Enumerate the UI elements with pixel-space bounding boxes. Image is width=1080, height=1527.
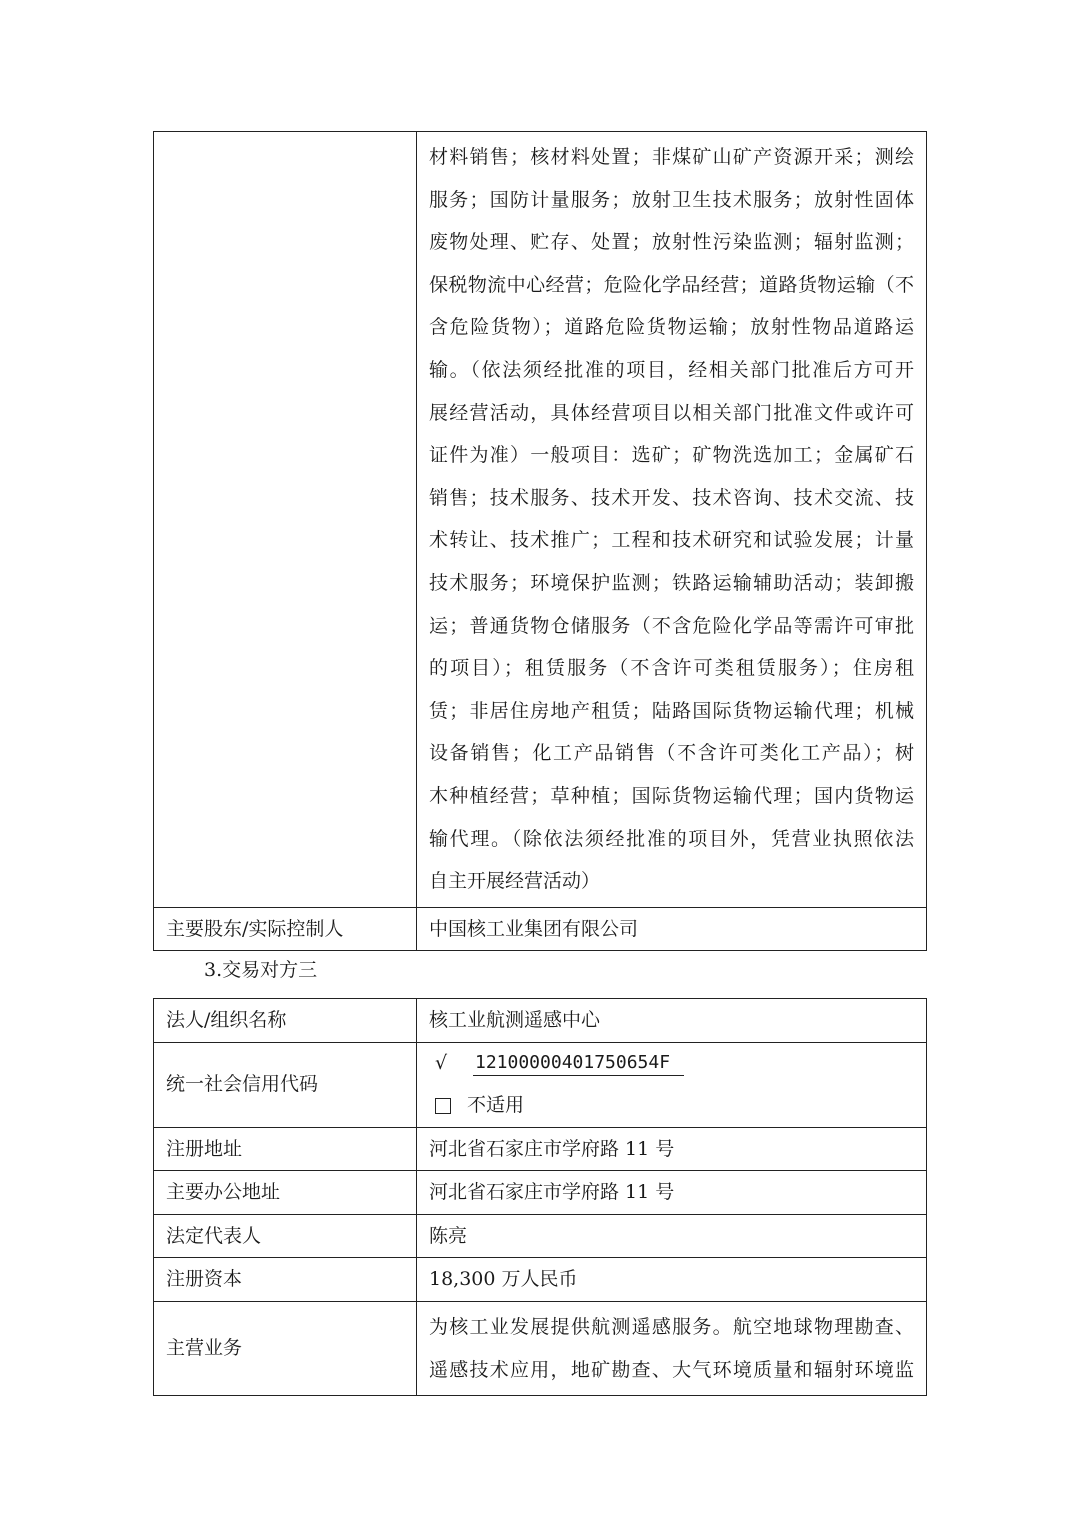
- table-row: [154, 907, 927, 951]
- business-scope-table: [153, 131, 927, 951]
- table-row: [154, 1127, 927, 1171]
- table-row: [154, 1171, 927, 1215]
- table-row: [154, 1301, 927, 1395]
- name-value: 核工业航测遥感中心: [417, 999, 927, 1043]
- scope-line: 含危险货物）；道路危险货物运输；放射性物品道路运: [429, 316, 914, 339]
- capital-value: 18,300 万人民币: [417, 1258, 927, 1302]
- scope-line: 证件为准）一般项目：选矿；矿物洗选加工；金属矿石: [429, 444, 914, 467]
- business-line: 为核工业发展提供航测遥感服务。航空地球物理勘查、: [429, 1315, 914, 1338]
- scope-line: 服务；国防计量服务；放射卫生技术服务；放射性固体: [429, 188, 914, 211]
- counterparty-info-table: [153, 998, 927, 1396]
- legal-rep-value: 陈亮: [417, 1214, 927, 1258]
- scope-line: 保税物流中心经营；危险化学品经营；道路货物运输（不: [429, 273, 914, 296]
- not-applicable-label: 不适用: [467, 1094, 525, 1117]
- section-heading: 3.交易对方三: [204, 959, 318, 981]
- scope-line: 的项目）；租赁服务（不含许可类租赁服务）；住房租: [429, 657, 914, 680]
- shareholder-label: 主要股东/实际控制人: [154, 907, 417, 951]
- capital-label: 注册资本: [154, 1258, 417, 1302]
- scope-line: 输代理。（除依法须经批准的项目外，凭营业执照依法: [429, 827, 914, 850]
- scope-line: 输。（依法须经批准的项目，经相关部门批准后方可开: [429, 358, 914, 381]
- table-row: [154, 1214, 927, 1258]
- scope-value-cell: [417, 132, 927, 908]
- scope-line: 设备销售；化工产品销售（不含许可类化工产品）；树: [429, 742, 914, 765]
- reg-addr-value: 河北省石家庄市学府路 11 号: [417, 1127, 927, 1171]
- office-addr-label: 主要办公地址: [154, 1171, 417, 1215]
- scope-label-cell: [154, 132, 417, 908]
- credit-code-value: 12100000401750654F: [473, 1051, 684, 1076]
- not-applicable-row: [429, 1085, 914, 1127]
- scope-line: 展经营活动，具体经营项目以相关部门批准文件或许可: [429, 401, 914, 424]
- table-row: [154, 999, 927, 1043]
- business-label: 主营业务: [154, 1301, 417, 1395]
- table-row: [154, 132, 927, 908]
- legal-rep-label: 法定代表人: [154, 1214, 417, 1258]
- business-value: [417, 1301, 927, 1395]
- check-icon: √: [435, 1052, 448, 1075]
- table-row: [154, 1042, 927, 1127]
- credit-code-cell: [417, 1042, 927, 1127]
- credit-code-label: 统一社会信用代码: [154, 1042, 417, 1127]
- credit-code-row: [429, 1043, 914, 1085]
- reg-addr-label: 注册地址: [154, 1127, 417, 1171]
- empty-checkbox-icon: [435, 1098, 451, 1114]
- scope-line: 材料销售；核材料处置；非煤矿山矿产资源开采；测绘: [429, 146, 914, 168]
- scope-line: 木种植经营；草种植；国际货物运输代理；国内货物运: [429, 784, 914, 807]
- scope-line: 赁；非居住房地产租赁；陆路国际货物运输代理；机械: [429, 699, 914, 722]
- table-row: [154, 1258, 927, 1302]
- scope-line: 运；普通货物仓储服务（不含危险化学品等需许可审批: [429, 614, 914, 637]
- scope-line: 销售；技术服务、技术开发、技术咨询、技术交流、技: [429, 486, 914, 509]
- office-addr-value: 河北省石家庄市学府路 11 号: [417, 1171, 927, 1215]
- name-label: 法人/组织名称: [154, 999, 417, 1043]
- scope-line: 技术服务；环境保护监测；铁路运输辅助活动；装卸搬: [429, 571, 914, 594]
- shareholder-value: 中国核工业集团有限公司: [417, 907, 927, 951]
- scope-line: 废物处理、贮存、处置；放射性污染监测；辐射监测；: [429, 231, 914, 254]
- scope-line: 术转让、技术推广；工程和技术研究和试验发展；计量: [429, 529, 914, 552]
- business-line: 遥感技术应用，地矿勘查、大气环境质量和辐射环境监: [429, 1358, 914, 1381]
- scope-line: 自主开展经营活动）: [429, 870, 601, 893]
